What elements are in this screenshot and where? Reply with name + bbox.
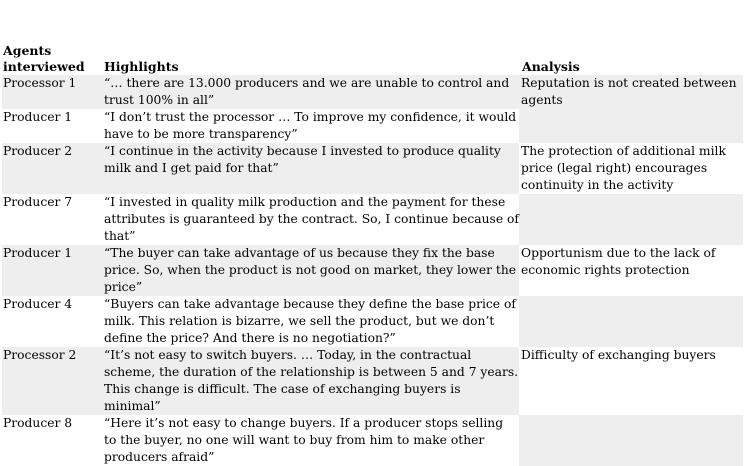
interview-table (2, 43, 743, 466)
table-row (2, 75, 743, 109)
agent-cell: Producer 1 (2, 109, 103, 143)
analysis-cell: Opportunism due to the lack of economic rights protection (519, 245, 743, 296)
table-header-row (2, 43, 743, 75)
analysis-cell (519, 109, 743, 143)
highlight-cell: “It’s not easy to switch buyers. … Today, in the contractual scheme, the duration of the relationship is between 5 and 7 years. This change is difficult. The case of exchanging buyers is minimal” (104, 348, 519, 413)
interview-table-container (2, 43, 743, 466)
highlight-cell: “I continue in the activity because I invested to produce quality milk and I get paid for that” (103, 143, 519, 194)
header-highlights: Highlights (104, 59, 179, 74)
table-row (2, 143, 743, 194)
table-row (2, 194, 743, 245)
agent-cell: Producer 1 (2, 245, 103, 296)
table-row (2, 245, 743, 296)
highlight-cell: “I don’t trust the processor … To improve my confidence, it would have to be more transparency” (103, 109, 519, 143)
table-row (2, 347, 743, 415)
analysis-cell (519, 296, 743, 347)
highlight-cell: “Here it’s not easy to change buyers. If a producer stops selling to the buyer, no one will want to buy from him to make other producers afraid” (103, 415, 519, 466)
agent-cell: Producer 7 (2, 194, 103, 245)
highlight-cell: “The buyer can take advantage of us because they fix the base price. So, when the product is not good on market, they lower the price” (103, 245, 519, 296)
analysis-cell (519, 415, 743, 466)
analysis-cell: The protection of additional milk price (legal right) encourages continuity in the activity (519, 143, 743, 194)
agent-cell: Producer 4 (2, 296, 103, 347)
analysis-cell (519, 194, 743, 245)
agent-cell: Producer 8 (2, 415, 103, 466)
agent-cell: Producer 2 (2, 143, 103, 194)
highlight-cell: “Buyers can take advantage because they define the base price of milk. This relation is bizarre, we sell the product, but we don’t define the price? And there is no negotiation?” (103, 296, 519, 347)
highlight-cell: “I invested in quality milk production and the payment for these attributes is guaranteed by the contract. So, I continue because of that” (104, 195, 519, 243)
agent-cell: Processor 2 (2, 347, 103, 415)
table-row (2, 296, 743, 347)
highlight-cell: “… there are 13.000 producers and we are unable to control and trust 100% in all” (103, 75, 519, 109)
analysis-cell: Difficulty of exchanging buyers (519, 347, 743, 415)
table-row (2, 415, 743, 466)
analysis-cell: Reputation is not created between agents (519, 75, 743, 109)
table-row (2, 109, 743, 143)
header-agents: Agents interviewed (3, 43, 85, 74)
agent-cell: Processor 1 (2, 75, 103, 109)
header-analysis: Analysis (522, 59, 580, 74)
